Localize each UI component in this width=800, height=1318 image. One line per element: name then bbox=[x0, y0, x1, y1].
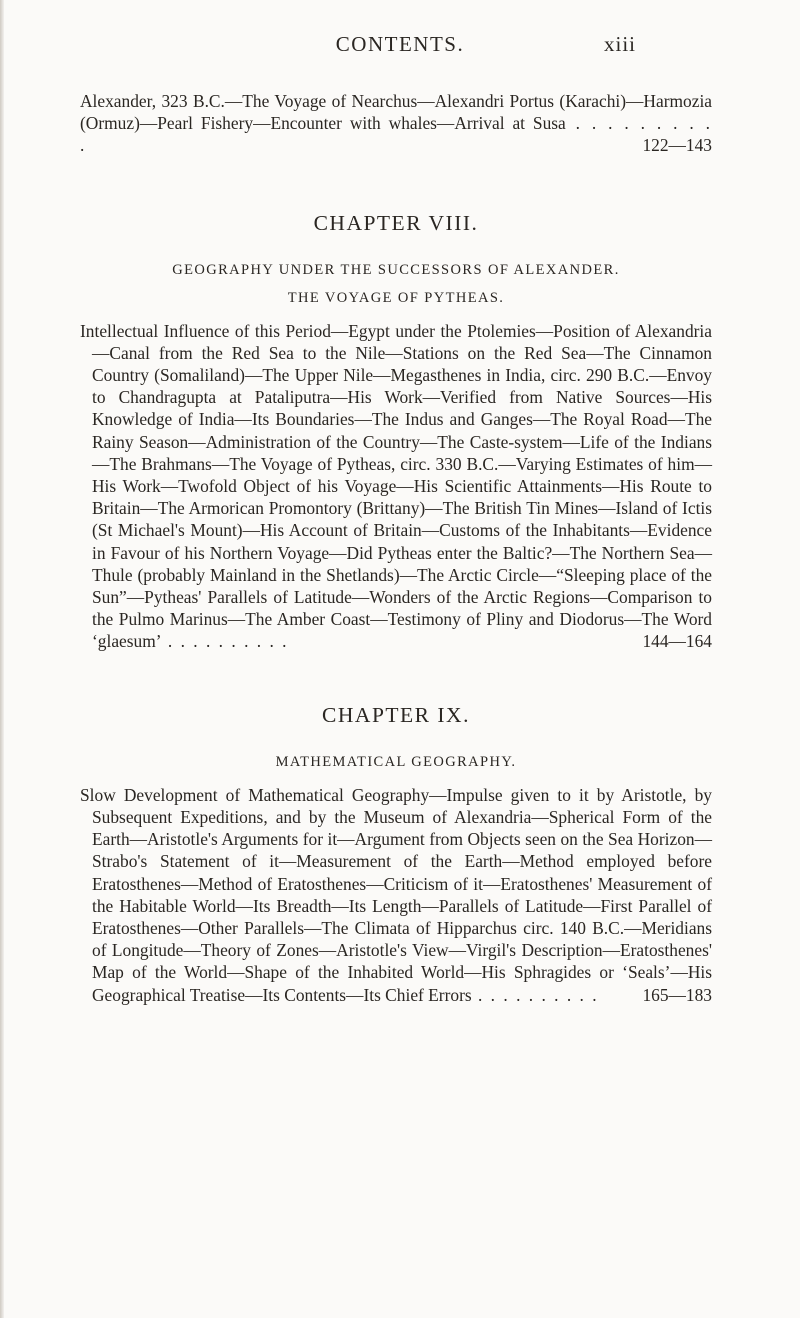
contents-page bbox=[80, 90, 712, 1006]
chapter-summary-text: Intellectual Influence of this Period—Egypt under the Ptolemies—Position of Alexandria—Canal from the Red Sea to the Nile—Stations on the Red Sea—The Cinnamon Country (Somaliland)—The Upper Nile—Megasthenes in India, circ. 290 B.C.—Envoy to Chandragupta at Pataliputra—His Work—Verified from Native Sources—His Knowledge of India—Its Boundaries—The Indus and Ganges—The Royal Road—The Rainy Season—Administration of the Country—The Caste-system—Life of the Indians—The Brahmans—The Voyage of Pytheas, circ. 330 B.C.—Varying Estimates of him—His Work—Twofold Object of his Voyage—His Scientific Attainments—His Route to Britain—The Armorican Promontory (Brittany)—The British Tin Mines—Island of Ictis (St Michael's Mount)—His Account of Britain—Customs of the Inhabitants—Evidence in Favour of his Northern Voyage—Did Pytheas enter the Baltic?—The Northern Sea—Thule (probably Mainland in the Shetlands)—The Arctic Circle—“Sleeping place of the Sun”—Pytheas' Parallels of Latitude—Wonders of the Arctic Regions—Comparison to the Pulmo Marinus—The Amber Coast—Testimony of Pliny and Diodorus—The Word ‘glaesum’ bbox=[80, 320, 712, 652]
running-head bbox=[0, 26, 800, 66]
chapter-subtitles bbox=[80, 256, 712, 312]
chapter-summary-text: Slow Development of Mathematical Geography—Impulse given to it by Aristotle, by Subsequent Expeditions, and by the Museum of Alexandria—Spherical Form of the Earth—Aristotle's Arguments for it—Argument from Objects seen on the Sea Horizon—Strabo's Statement of it—Measurement of the Earth—Method employed before Eratosthenes—Method of Eratosthenes—Criticism of it—Eratosthenes' Measurement of the Habitable World—Its Breadth—Its Length—Parallels of Latitude—First Parallel of Eratosthenes—Other Parallels—The Climata of Hipparchus circ. 140 B.C.—Meridians of Longitude—Theory of Zones—Aristotle's View—Virgil's Description—Eratosthenes' Map of the World—Shape of the Inhabited World—His Sphragides or ‘Seals’—His Geographical Treatise—Its Contents—Its Chief Errors bbox=[80, 784, 712, 1005]
chapter-subtitles bbox=[80, 748, 712, 776]
chapter-pages: 144—164 bbox=[642, 631, 712, 652]
chapter-heading: CHAPTER IX. bbox=[322, 702, 470, 727]
dot-leader: . . . . . . . . . . bbox=[80, 113, 712, 156]
dot-leader: . . . . . . . . . . bbox=[471, 984, 599, 1005]
chapter-summary bbox=[80, 320, 712, 653]
chapter-pages: 165—183 bbox=[642, 984, 712, 1005]
continuation-entry bbox=[80, 90, 712, 157]
page-number: xiii bbox=[603, 32, 636, 56]
running-head-title: CONTENTS. bbox=[335, 32, 465, 56]
chapter-subtitle: THE VOYAGE OF PYTHEAS. bbox=[287, 289, 505, 306]
continuation-summary: Alexander, 323 B.C.—The Voyage of Nearchus—Alexandri Portus (Karachi)—Harmozia (Ormuz)—Pearl Fishery—Encounter with whales—Arrival at Susa bbox=[80, 91, 712, 134]
chapter-heading: CHAPTER VIII. bbox=[313, 210, 479, 235]
chapter-summary bbox=[80, 784, 712, 1006]
chapter-subtitle: MATHEMATICAL GEOGRAPHY. bbox=[275, 753, 517, 770]
chapter-subtitle: GEOGRAPHY UNDER THE SUCCESSORS OF ALEXANDER. bbox=[172, 261, 620, 278]
page-spine-shadow bbox=[0, 0, 4, 1318]
dot-leader: . . . . . . . . . . bbox=[161, 631, 289, 652]
continuation-pages: 122—143 bbox=[642, 135, 712, 156]
chapter-9 bbox=[80, 703, 712, 1006]
chapter-8 bbox=[80, 211, 712, 653]
